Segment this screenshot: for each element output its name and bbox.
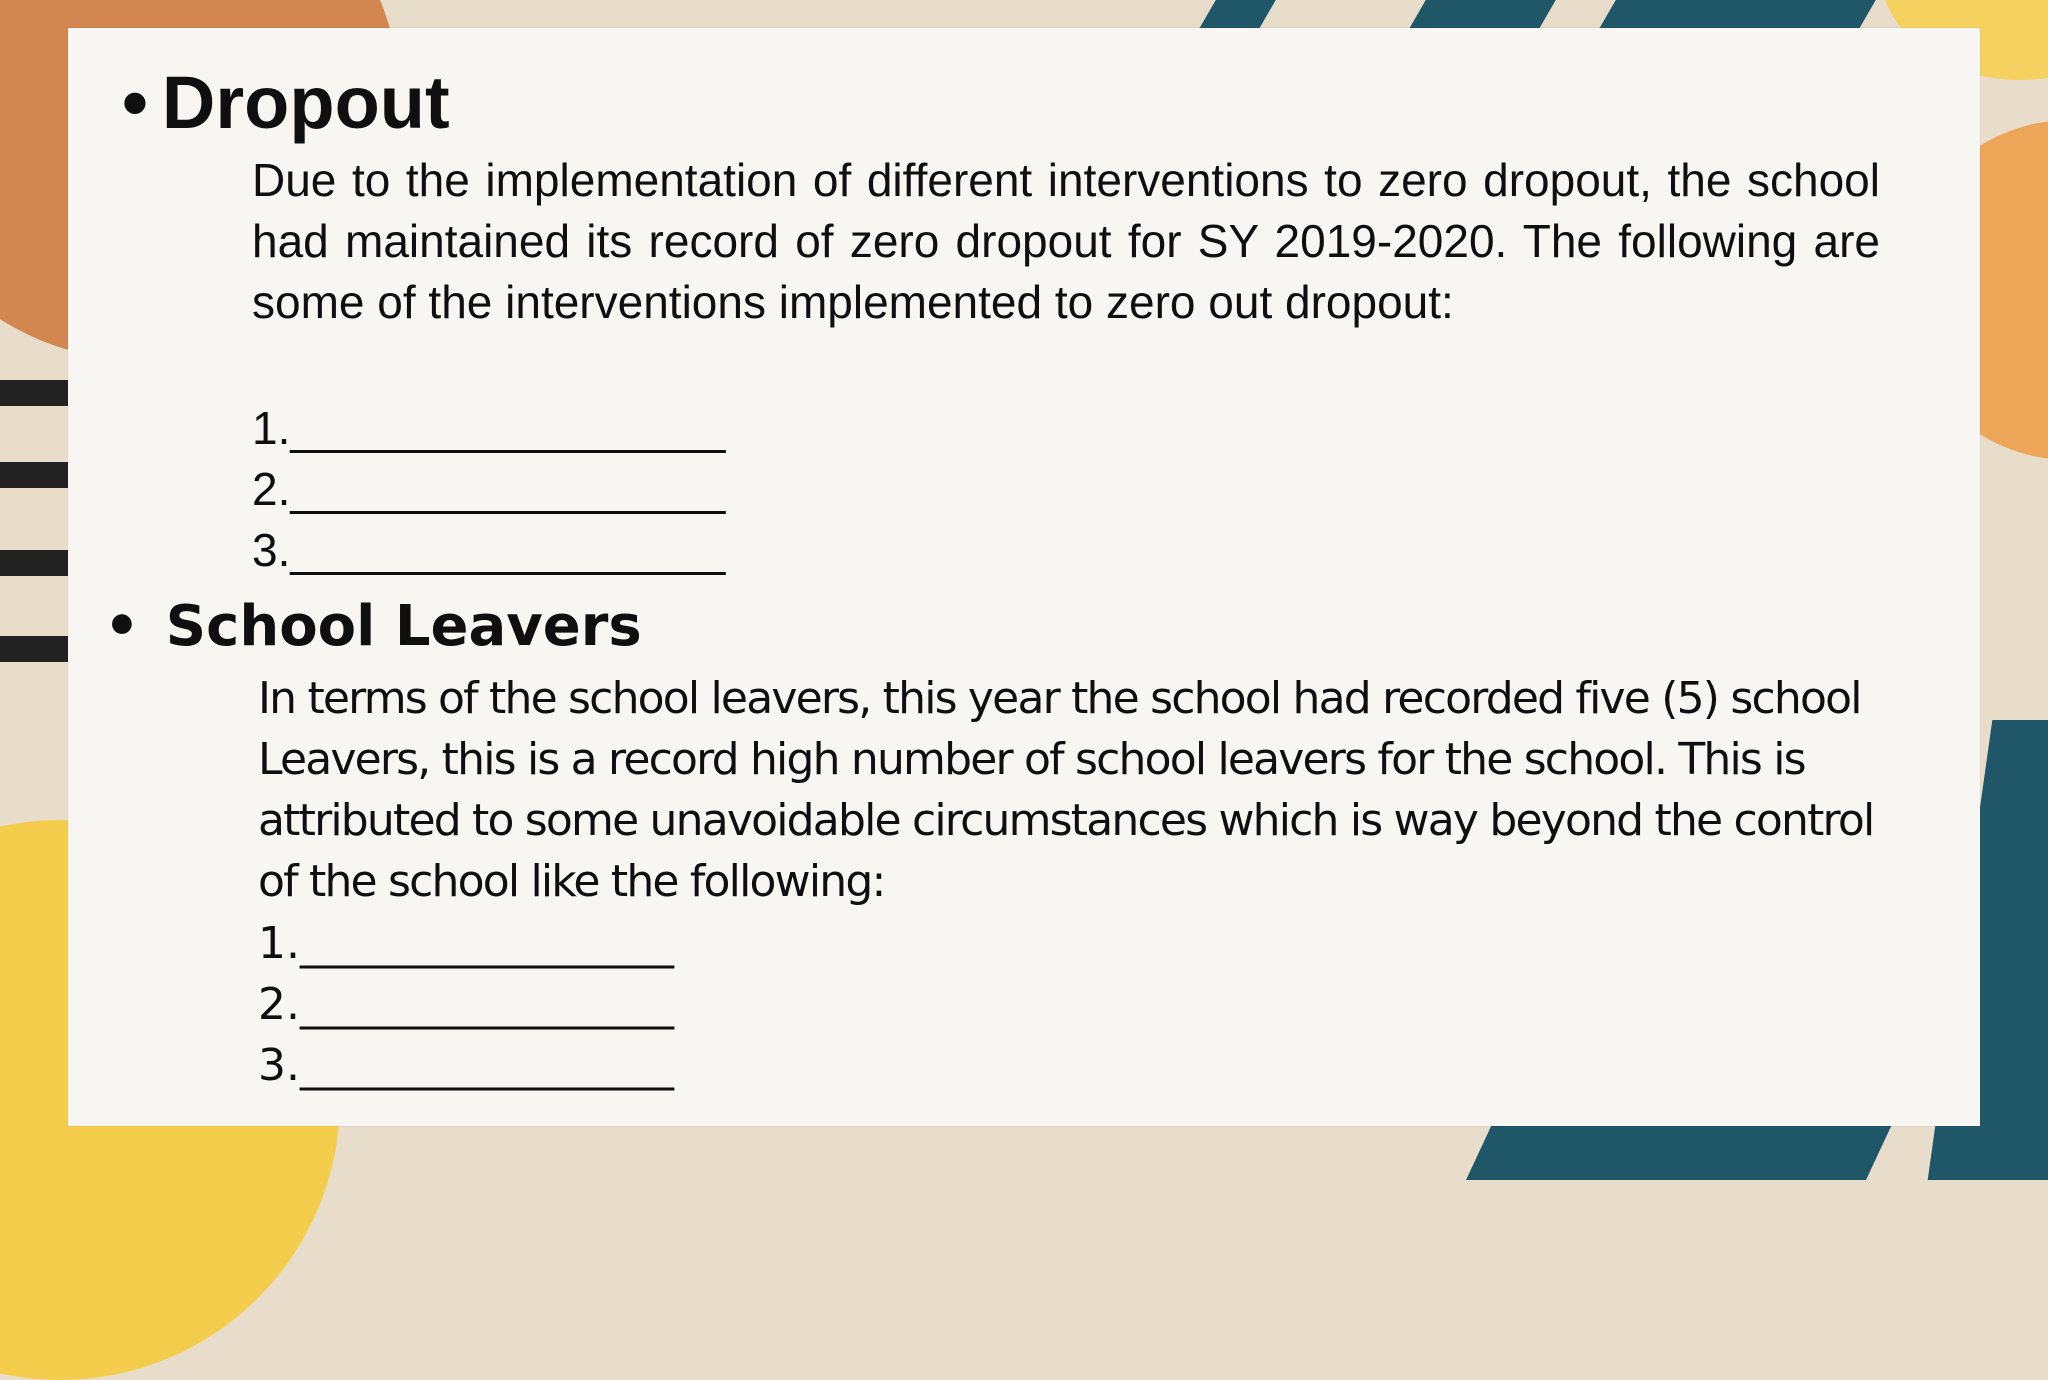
dropout-paragraph: Due to the implementation of different interventions to zero dropout, the school had maintained its record of zero dropout for SY 2019-2020. The following are some of the interventions implemented to zero out dropout: [252,154,1880,328]
school-leavers-list [258,913,674,1096]
dropout-list-item: 3._________________ [252,524,726,576]
decorative-teal-stripe-top [1198,0,1281,30]
school-leavers-paragraph: In terms of the school leavers, this year the school had recorded five (5) school Leavers, this is a record high number of school leavers for the school. This is attributed to some unavoidable circumstances which is way beyond the control of the school like the following: [258,673,1874,907]
decorative-black-stripe [0,380,70,406]
bullet-icon: • [122,61,148,144]
school-leavers-list-item: 2._________________ [258,979,674,1030]
decorative-teal-stripe-top [1598,0,1881,30]
dropout-list-item: 2._________________ [252,463,726,515]
dropout-heading-text: Dropout [161,61,450,144]
dropout-list-item: 1._________________ [252,402,726,454]
decorative-black-stripe [0,550,70,576]
dropout-list [252,398,725,581]
decorative-black-stripe [0,462,70,488]
decorative-black-stripe [0,636,70,662]
school-leavers-heading [104,592,642,662]
bullet-icon: • [104,594,140,659]
school-leavers-list-item: 1._________________ [258,918,674,969]
school-leavers-list-item: 3._________________ [258,1040,674,1091]
decorative-teal-stripe-bottom [1466,1120,1894,1180]
dropout-heading [122,58,450,148]
school-leavers-heading-text: School Leavers [165,594,642,659]
decorative-teal-stripe-top [1408,0,1561,30]
